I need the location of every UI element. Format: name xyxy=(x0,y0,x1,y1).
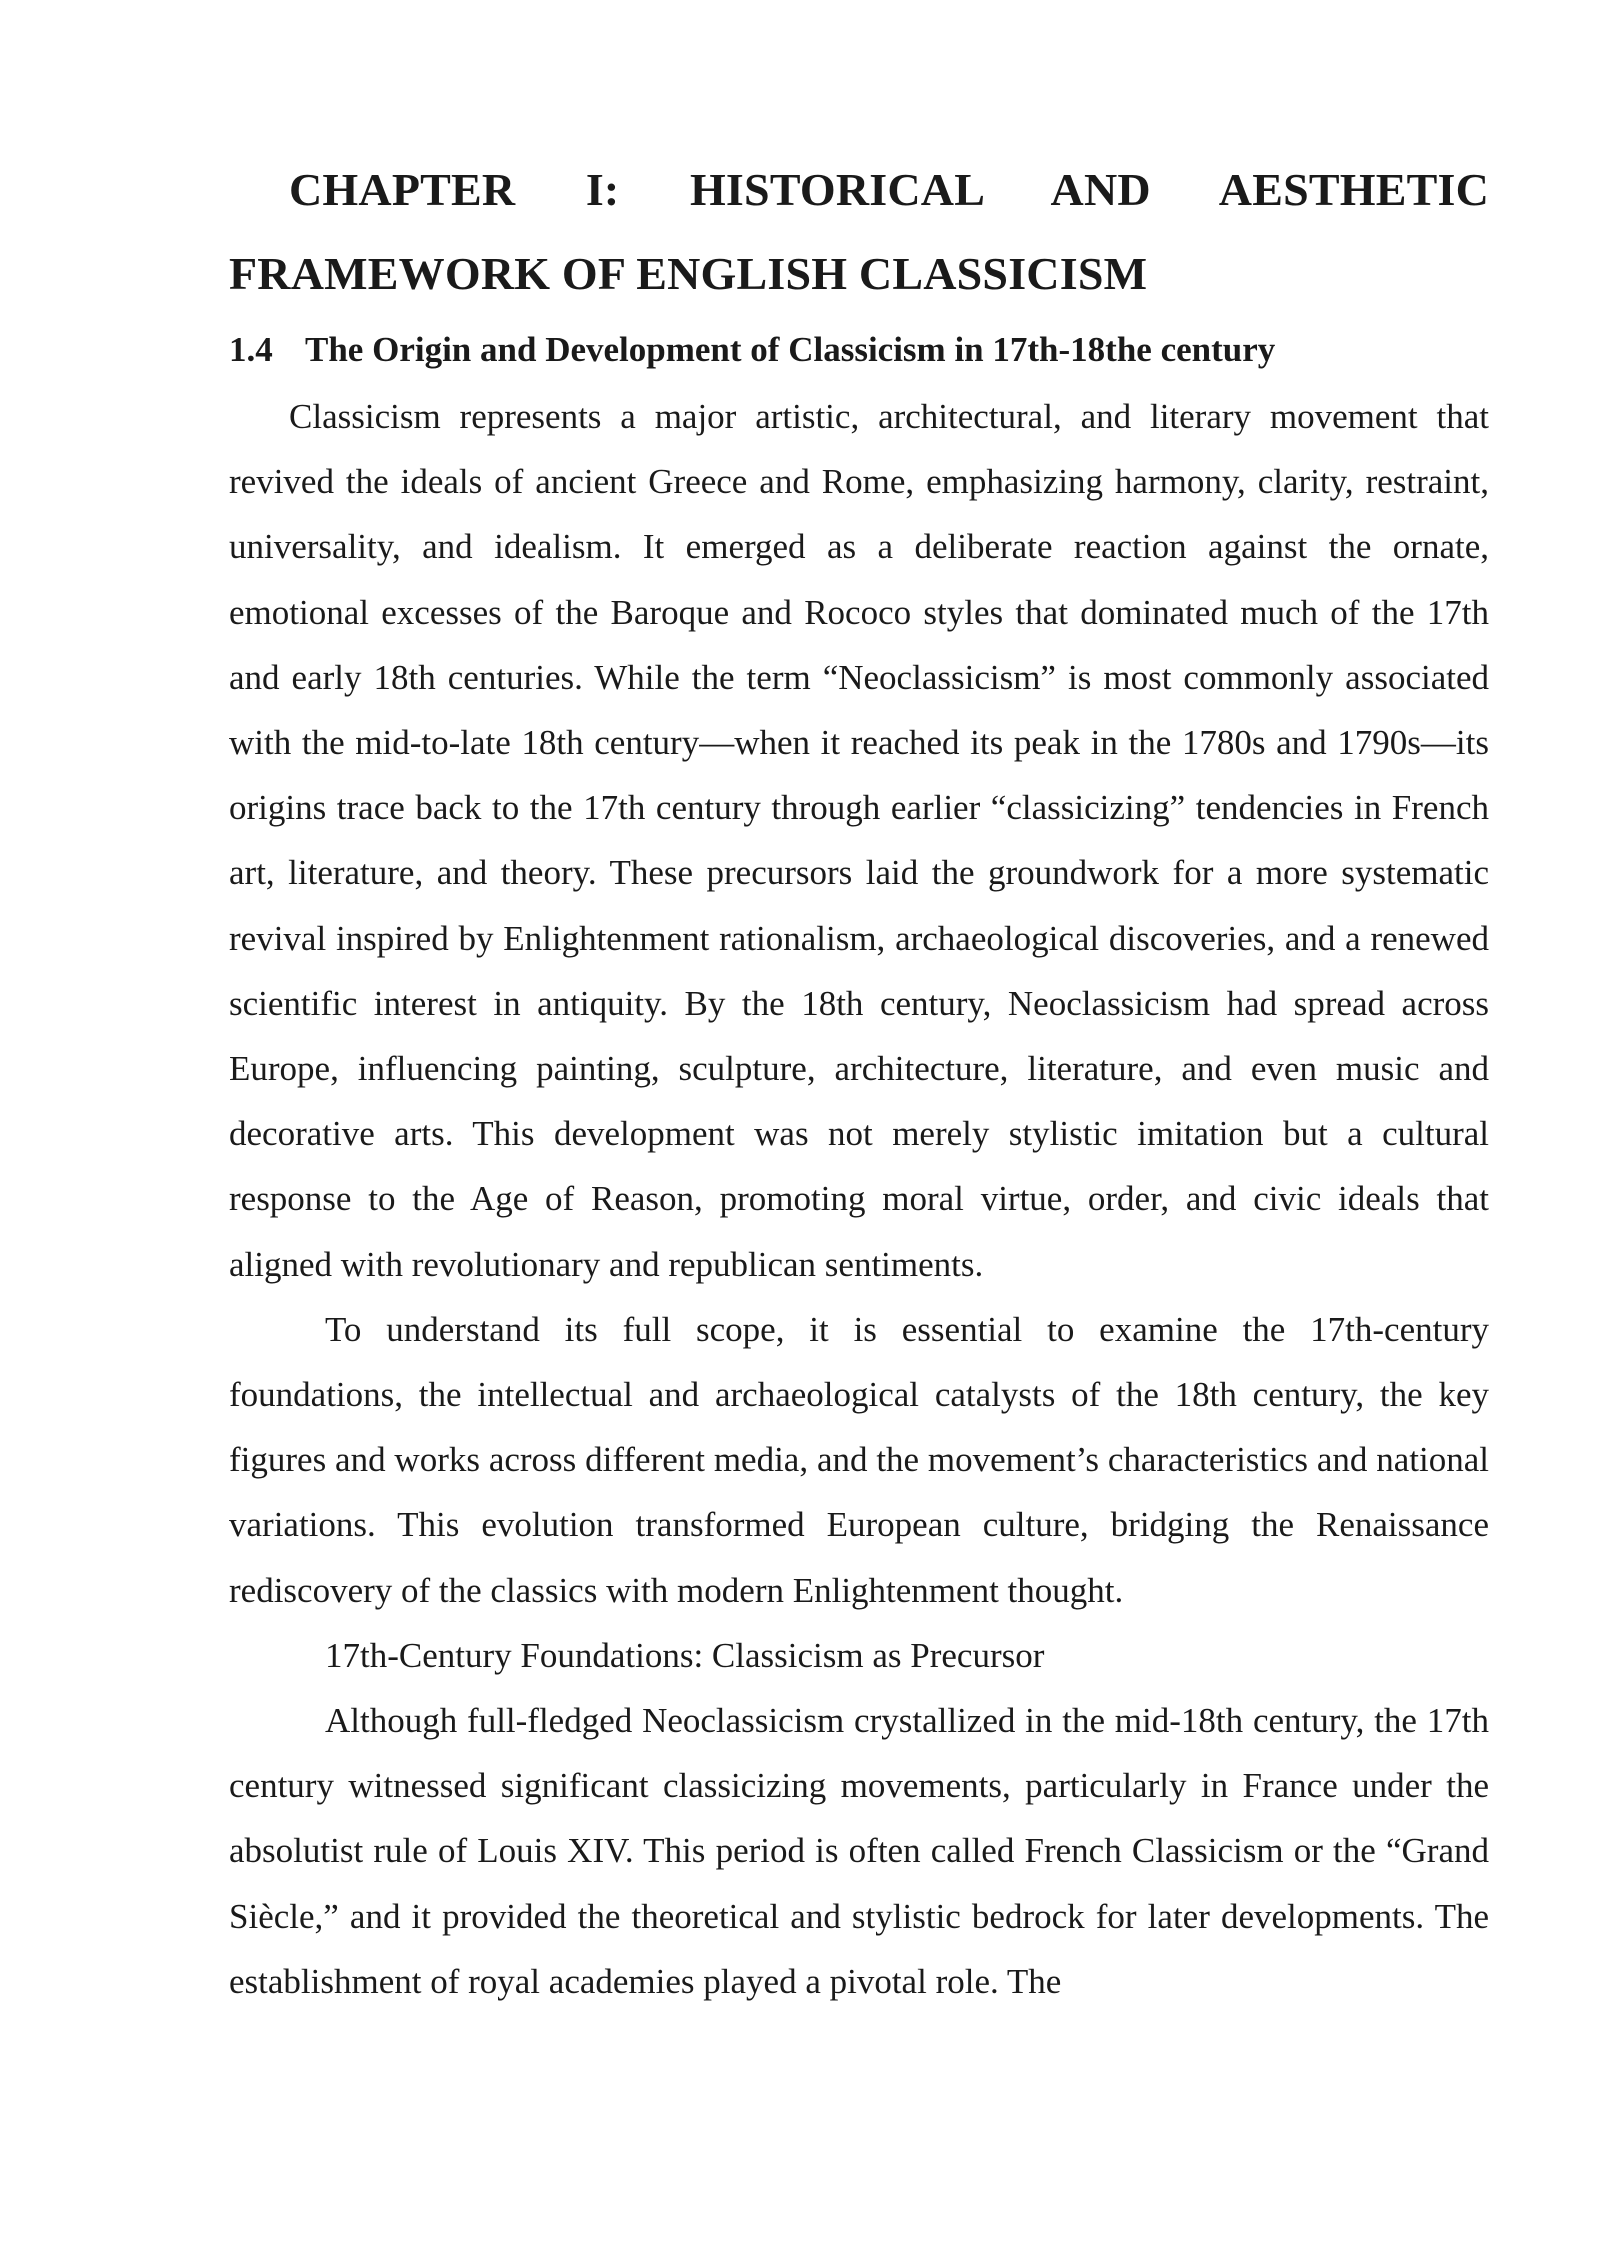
paragraph-1: Classicism represents a major artistic, architectural, and literary movement that revived the ideals of ancient Greece and Rome, emphasizing harmony, clarity, restraint, universality, and idealism. It emerged as a deliberate reaction against the ornate, emotional excesses of the Baroque and Rococo styles that dominated much of the 17th and early 18th centuries. While the term “Neoclassicism” is most commonly associated with the mid-to-late 18th century—when it reached its peak in the 1780s and 1790s—its origins trace back to the 17th century through earlier “classicizing” tendencies in French art, literature, and theory. These precursors laid the groundwork for a more systematic revival inspired by Enlightenment rationalism, archaeological discoveries, and a renewed scientific interest in antiquity. By the 18th century, Neoclassicism had spread across Europe, influencing painting, sculpture, architecture, literature, and even music and decorative arts. This development was not merely stylistic imitation but a cultural response to the Age of Reason, promoting moral virtue, order, and civic ideals that aligned with revolutionary and republican sentiments. xyxy=(229,397,1489,1284)
section-title: The Origin and Development of Classicism in 17th-18the century xyxy=(305,330,1276,369)
paragraph-3: Although full-fledged Neoclassicism crystallized in the mid-18th century, the 17th century witnessed significant classicizing movements, particularly in France under the absolutist rule of Louis XIV. This period is often called French Classicism or the “Grand Siècle,” and it provided the theoretical and stylistic bedrock for later developments. The establishment of royal academies played a pivotal role. The xyxy=(229,1701,1489,2001)
chapter-title-line-2: FRAMEWORK OF ENGLISH CLASSICISM xyxy=(229,248,1148,299)
document-page xyxy=(229,148,1489,2014)
chapter-title-line-1: CHAPTER I: HISTORICAL AND AESTHETIC xyxy=(289,164,1489,215)
chapter-title xyxy=(229,148,1489,316)
subheading: 17th-Century Foundations: Classicism as Precursor xyxy=(325,1635,1045,1675)
section-number: 1.4 xyxy=(229,330,273,369)
section-heading xyxy=(229,316,1489,384)
paragraph-2: To understand its full scope, it is essential to examine the 17th-century foundations, the intellectual and archaeological catalysts of the 18th century, the key figures and works across different media, and the movement’s characteristics and national variations. This evolution transformed European culture, bridging the Renaissance rediscovery of the classics with modern Enlightenment thought. xyxy=(229,1309,1489,1610)
